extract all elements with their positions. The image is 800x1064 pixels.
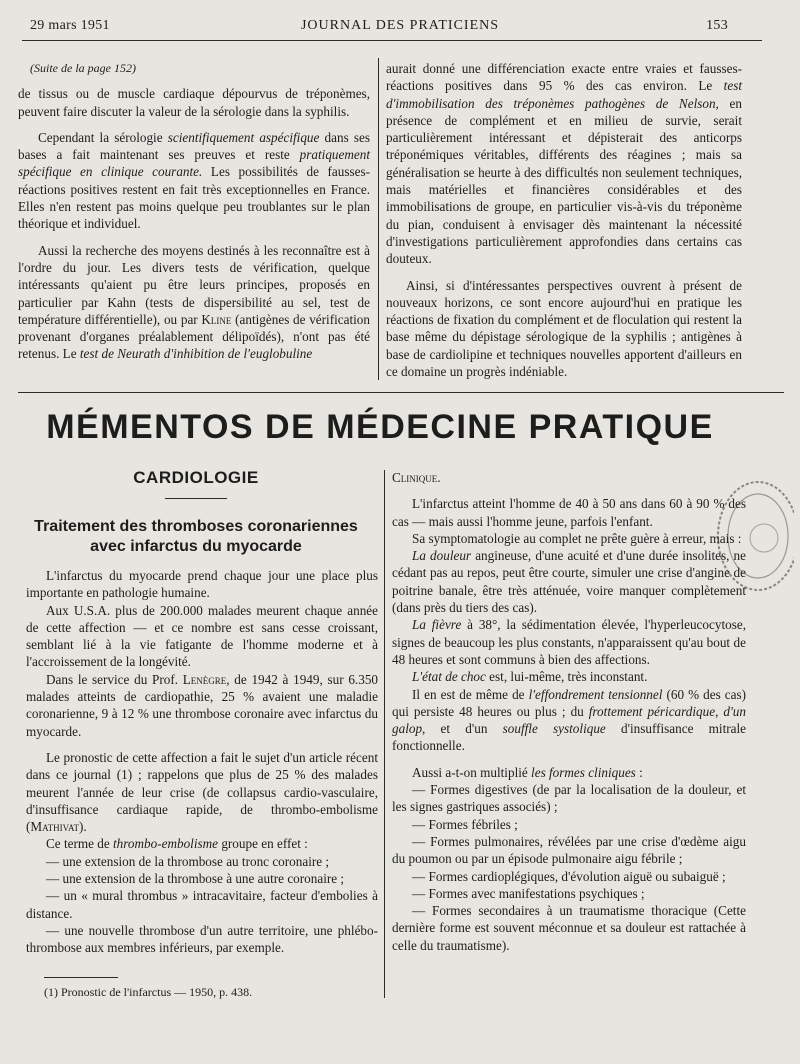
list-item: — Formes cardioplégiques, d'évolution aiguë ou subaiguë ; — [412, 868, 726, 884]
continuation-note: (Suite de la page 152) — [30, 61, 136, 75]
paragraph: Aussi la recherche des moyens destinés à les reconnaître est à l'ordre du jour. Les divers tests de vérification, quelque intéressants qu'aient pu être leurs principes, proposés en particulier par Kahn (tests de dispersibilité au sel, test de température différentielle), ou par Kline (antigènes de vérification provenant d'organes préalablement délipoïdés), n'ont pas été retenus. Le test de Neurath d'inhibition de l'euglobuline — [18, 242, 370, 362]
paragraph: Sa symptomatologie au complet ne prête guère à erreur, mais : — [412, 530, 742, 546]
bottom-right-column — [392, 469, 746, 954]
paragraph: Aux U.S.A. plus de 200.000 malades meurent chaque année de cette affection — et ce nombre est sans cesse croissant, semblant lié à la vie fatigante de l'homme moderne et à l'accroissement de la longévité. — [26, 602, 378, 670]
footnote-rule — [44, 977, 118, 978]
paragraph: Ce terme de thrombo-embolisme groupe en effet : — [46, 836, 308, 852]
paragraph: Aussi a-t-on multiplié les formes cliniques : — [412, 764, 643, 780]
top-left-column — [18, 60, 370, 363]
header-page-number: 153 — [706, 18, 728, 33]
list-item: — une extension de la thrombose au tronc coronaire ; — [46, 853, 330, 869]
subheading-clinique: Clinique. — [392, 470, 441, 485]
section-heading: CARDIOLOGIE — [133, 468, 259, 487]
library-stamp-icon — [712, 478, 794, 594]
paragraph: L'infarctus atteint l'homme de 40 à 50 ans dans 60 à 90 % des cas — mais aussi l'homme jeune, parfois l'enfant. — [392, 496, 746, 529]
list-item: — une nouvelle thrombose d'un autre territoire, une phlébo-thrombose aux membres inférieurs, par exemple. — [26, 922, 378, 956]
paragraph: de tissus ou de muscle cardiaque dépourvus de tréponèmes, peuvent faire discuter la valeur de la sérologie dans la syphilis. — [18, 86, 370, 119]
header-rule — [22, 40, 762, 41]
top-right-column — [386, 60, 742, 380]
header-date: 29 mars 1951 — [30, 18, 110, 33]
footnote: (1) Pronostic de l'infarctus — 1950, p. 438. — [44, 985, 253, 999]
bottom-left-column — [26, 567, 378, 957]
section-rule — [18, 392, 784, 393]
list-item: — un « mural thrombus » intracavitaire, facteur d'embolies à distance. — [26, 888, 378, 921]
paragraph: aurait donné une différenciation exacte entre vraies et fausses-réactions positives dans 95 % des cas environ. Le test d'immobilisation des tréponèmes pathogènes de Nelson, en présence de complément et en milieu de survie, serait particulièrement intéressant et dépisterait des anticorps tréponémiques véritables, différents des réagines ; mais sa généralisation se heurte à des difficultés non seulement techniques, mais matérielles et financières considérables et des immobilisations de groupe, en particulier vis-à-vis du tréponème du pian, conduisent à envisager dès maintenant la nécessité d'investigations particulièrement approfondies dans certains cas douteux. — [386, 61, 743, 267]
paragraph: Dans le service du Prof. Lenègre, de 1942 à 1949, sur 6.350 malades atteints de cardiopathie, 25 % avaient une maladie coronarienne, 9 à 12 % une thrombose coronaire avec infarctus du myocarde. — [26, 671, 379, 739]
header-journal-title: JOURNAL DES PRATICIENS — [300, 18, 500, 33]
list-item: — Formes secondaires à un traumatisme thoracique (Cette dernière forme est souvent méconnue et sa douleur est rattachée à celle du traumatisme). — [392, 903, 746, 953]
paragraph: L'infarctus du myocarde prend chaque jour une place plus importante en pathologie humaine. — [26, 568, 378, 601]
list-item: — Formes avec manifestations psychiques ; — [412, 885, 645, 901]
paragraph: La fièvre à 38°, la sédimentation élevée, l'hyperleucocytose, signes de beaucoup les plus constants, n'apparaissent qu'au bout de 48 heures et sont communs à bien des affections. — [392, 617, 746, 667]
article-title: Traitement des thromboses coronariennes avec infarctus du myocarde — [34, 518, 358, 555]
paragraph: Le pronostic de cette affection a fait le sujet d'un article récent dans ce journal (1) ; rappelons que plus de 25 % des malades meurent l'année de leur crise (de collapsus cardio-vasculaire, d'insuffisance cardiaque rapide, de thrombo-embolisme (Mathivat). — [26, 749, 378, 835]
list-item: — Formes fébriles ; — [412, 816, 518, 832]
list-item: — une extension de la thrombose à une autre coronaire ; — [46, 871, 345, 887]
list-item: — Formes pulmonaires, révélées par une crise d'œdème aigu du poumon ou par un épisode pulmonaire aigu fébrile ; — [392, 833, 746, 867]
column-divider — [378, 58, 379, 380]
column-divider — [384, 470, 385, 998]
paragraph: Cependant la sérologie scientifiquement aspécifique dans ses bases a fait maintenant ses preuves et reste pratiquement spécifique en clinique courante. Les possibilités de fausses-réactions positives restent en fait très exceptionnelles en France. Elles n'en restent pas moins quelque peu troublantes sur le plan théorique et individuel. — [18, 129, 370, 232]
list-item: — Formes digestives (de par la localisation de la douleur, et les signes gastriques associés) ; — [392, 782, 746, 815]
paragraph: Ainsi, si d'intéressantes perspectives ouvrent à présent de nouveaux horizons, ce sont encore aujourd'hui en pratique les réactions de fixation du complément et de floculation qui restent la base même du dépistage sérologique de la syphilis ; antigènes à base de cardiolipine et techniques nouvelles apportent d'ailleurs en ce domaine un progrès indéniable. — [386, 277, 742, 380]
section-underline — [165, 498, 227, 499]
paragraph: L'état de choc est, lui-même, très inconstant. — [412, 669, 648, 685]
paragraph: La douleur angineuse, d'une acuité et d'une durée insolites, ne cédant pas au repos, peut être courte, simuler une crise d'angine de poitrine banale, être très atténuée, voire manquer complètement (dans près du tiers des cas). — [392, 548, 747, 616]
main-title: MÉMENTOS DE MÉDECINE PRATIQUE — [46, 408, 714, 446]
paragraph: Il en est de même de l'effondrement tensionnel (60 % des cas) qui persiste 48 heures ou plus ; du frottement péricardique, d'un galop, et d'un souffle systolique d'insuffisance mitrale fonctionnelle. — [392, 686, 746, 754]
